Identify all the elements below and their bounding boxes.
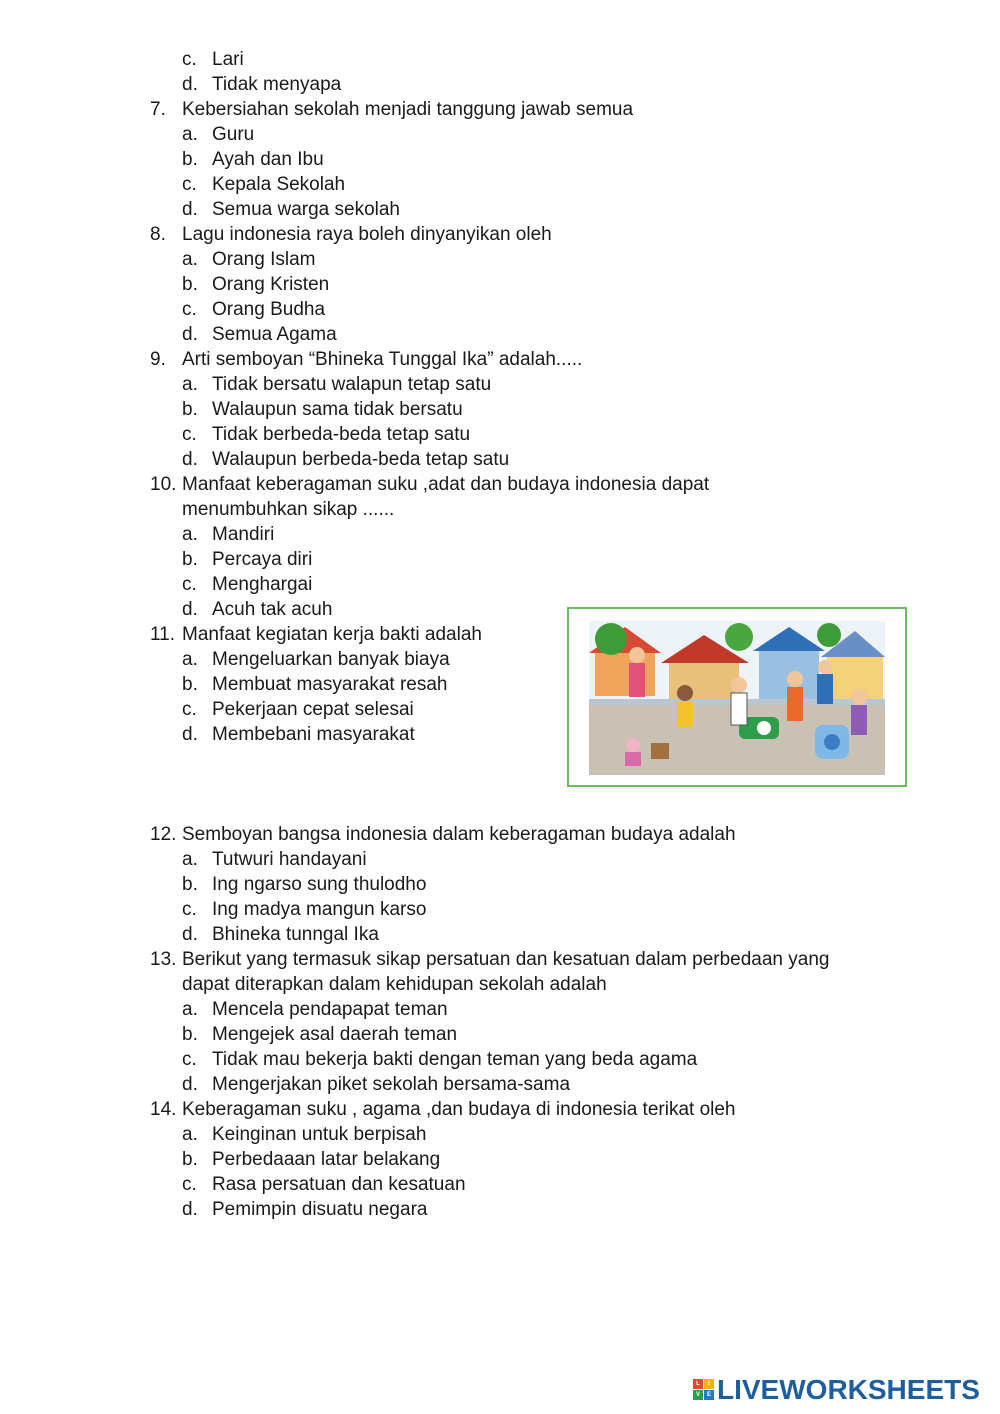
option-text: Mandiri — [212, 524, 275, 545]
option-letter: d. — [182, 1199, 198, 1220]
logo-mark-e: E — [704, 1390, 714, 1400]
logo-mark-i: I — [704, 1379, 714, 1389]
option-text: Mencela pendapapat teman — [212, 999, 448, 1020]
option-text: Perbedaaan latar belakang — [212, 1149, 441, 1170]
option-letter: a. — [182, 524, 198, 545]
option-letter: c. — [182, 574, 197, 595]
question-number: 7. — [150, 99, 166, 120]
option-text: Orang Kristen — [212, 274, 330, 295]
option-letter: d. — [182, 449, 198, 470]
logo-mark-v: V — [693, 1390, 703, 1400]
option-letter: c. — [182, 49, 197, 70]
question-text: Arti semboyan “Bhineka Tunggal Ika” adalah..... — [182, 349, 583, 370]
option-letter: c. — [182, 1174, 197, 1195]
option-text: Tutwuri handayani — [212, 849, 367, 870]
question-text: Semboyan bangsa indonesia dalam keberagaman budaya adalah — [182, 824, 736, 845]
option-text: Mengeluarkan banyak biaya — [212, 649, 450, 670]
option-letter: c. — [182, 424, 197, 445]
community-service-picture — [589, 621, 885, 775]
option-letter: d. — [182, 724, 198, 745]
option-text: Mengejek asal daerah teman — [212, 1024, 458, 1045]
question-number: 13. — [150, 949, 177, 970]
liveworksheets-logo — [693, 1374, 980, 1405]
question-number: 11. — [150, 624, 176, 645]
question-text: Lagu indonesia raya boleh dinyanyikan oleh — [182, 224, 552, 245]
option-text: Tidak bersatu walapun tetap satu — [212, 374, 492, 395]
option-letter: c. — [182, 1049, 197, 1070]
option-letter: c. — [182, 299, 197, 320]
option-text: Orang Budha — [212, 299, 326, 320]
option-text: Kepala Sekolah — [212, 174, 346, 195]
option-letter: d. — [182, 924, 198, 945]
option-text: Ing madya mangun karso — [212, 899, 427, 920]
option-text: Tidak menyapa — [212, 74, 342, 95]
option-letter: b. — [182, 274, 198, 295]
option-letter: b. — [182, 549, 198, 570]
logo-mark-l: L — [693, 1379, 703, 1389]
option-text: Pemimpin disuatu negara — [212, 1199, 428, 1220]
option-text: Guru — [212, 124, 255, 145]
option-text: Menghargai — [212, 574, 313, 595]
option-letter: d. — [182, 599, 198, 620]
option-text: Acuh tak acuh — [212, 599, 333, 620]
option-letter: b. — [182, 1024, 198, 1045]
option-text: Pekerjaan cepat selesai — [212, 699, 414, 720]
option-letter: c. — [182, 899, 197, 920]
option-text: Rasa persatuan dan kesatuan — [212, 1174, 466, 1195]
option-letter: b. — [182, 874, 198, 895]
option-text: Walaupun berbeda-beda tetap satu — [212, 449, 510, 470]
option-letter: d. — [182, 324, 198, 345]
option-text: Membebani masyarakat — [212, 724, 415, 745]
question-number: 9. — [150, 349, 166, 370]
question-number: 14. — [150, 1099, 177, 1120]
question-text: dapat diterapkan dalam kehidupan sekolah adalah — [182, 974, 607, 995]
option-letter: d. — [182, 74, 198, 95]
option-letter: b. — [182, 1149, 198, 1170]
option-text: Walaupun sama tidak bersatu — [212, 399, 463, 420]
option-text: Semua Agama — [212, 324, 337, 345]
option-text: Tidak mau bekerja bakti dengan teman yang beda agama — [212, 1049, 698, 1070]
option-text: Orang Islam — [212, 249, 316, 270]
option-letter: a. — [182, 1124, 198, 1145]
option-text: Ayah dan Ibu — [212, 149, 324, 170]
liveworksheets-wordmark: LIVEWORKSHEETS — [717, 1374, 980, 1405]
option-letter: a. — [182, 374, 198, 395]
option-text: Semua warga sekolah — [212, 199, 400, 220]
option-letter: c. — [182, 699, 197, 720]
question-text: Berikut yang termasuk sikap persatuan dan kesatuan dalam perbedaan yang — [182, 949, 830, 970]
option-letter: a. — [182, 124, 198, 145]
question-text: Keberagaman suku , agama ,dan budaya di indonesia terikat oleh — [182, 1099, 736, 1120]
option-letter: d. — [182, 199, 198, 220]
option-letter: b. — [182, 399, 198, 420]
option-text: Membuat masyarakat resah — [212, 674, 448, 695]
question-number: 8. — [150, 224, 166, 245]
question-number: 10. — [150, 474, 177, 495]
option-letter: a. — [182, 849, 198, 870]
question-number: 12. — [150, 824, 177, 845]
option-text: Mengerjakan piket sekolah bersama-sama — [212, 1074, 571, 1095]
option-letter: b. — [182, 149, 198, 170]
question-text: Kebersiahan sekolah menjadi tanggung jawab semua — [182, 99, 634, 120]
option-letter: a. — [182, 249, 198, 270]
option-letter: c. — [182, 174, 197, 195]
option-text: Percaya diri — [212, 549, 313, 570]
option-text: Lari — [212, 49, 244, 70]
liveworksheets-mark-icon — [693, 1379, 715, 1401]
question-text: Manfaat keberagaman suku ,adat dan budaya indonesia dapat — [182, 474, 710, 495]
option-text: Bhineka tunngal Ika — [212, 924, 379, 945]
community-service-illustration — [567, 607, 907, 787]
option-letter: a. — [182, 649, 198, 670]
option-text: Ing ngarso sung thulodho — [212, 874, 427, 895]
question-text: Manfaat kegiatan kerja bakti adalah — [182, 624, 482, 645]
option-text: Keinginan untuk berpisah — [212, 1124, 427, 1145]
option-text: Tidak berbeda-beda tetap satu — [212, 424, 471, 445]
question-text: menumbuhkan sikap ...... — [182, 499, 395, 520]
option-letter: d. — [182, 1074, 198, 1095]
option-letter: b. — [182, 674, 198, 695]
option-letter: a. — [182, 999, 198, 1020]
